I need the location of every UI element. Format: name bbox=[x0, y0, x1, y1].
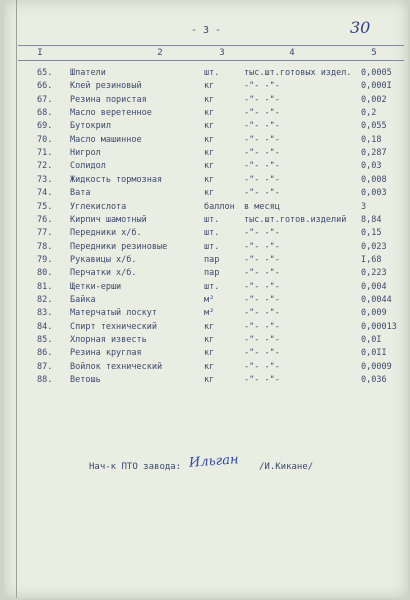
row-number: 88. bbox=[37, 375, 53, 386]
norm-value: 0,009 bbox=[361, 308, 387, 319]
norm-basis: тыс.шт.готовых издел. bbox=[244, 68, 352, 78]
norm-basis: -"- -"- bbox=[244, 81, 280, 92]
archive-number: 30 bbox=[350, 18, 371, 37]
handwritten-signature: Ильган bbox=[188, 452, 240, 471]
unit-of-measure: шт. bbox=[204, 214, 220, 225]
norm-value: 0,004 bbox=[361, 281, 387, 292]
document-page bbox=[4, 0, 408, 598]
table-row bbox=[4, 214, 408, 227]
norm-basis: -"- -"- bbox=[244, 121, 280, 132]
material-name: Резина пористая bbox=[70, 94, 147, 105]
norm-value: 0,223 bbox=[361, 268, 387, 279]
norm-basis: -"- -"- bbox=[244, 148, 280, 159]
unit-of-measure: кг bbox=[204, 94, 215, 105]
norm-basis: -"- -"- bbox=[244, 108, 280, 119]
unit-of-measure: кг bbox=[204, 335, 215, 345]
unit-of-measure: кг bbox=[204, 348, 215, 359]
norm-basis: в месяц bbox=[244, 201, 280, 212]
unit-of-measure: кг bbox=[204, 148, 215, 159]
footer-title: Нач-к ПТО завода: bbox=[89, 462, 182, 472]
norm-basis: -"- -"- bbox=[244, 321, 280, 332]
norm-basis: -"- -"- bbox=[244, 228, 280, 239]
row-number: 73. bbox=[37, 174, 53, 185]
norm-value: 0,15 bbox=[361, 228, 382, 239]
material-name: Масло веретенное bbox=[70, 108, 152, 119]
table-row bbox=[4, 321, 408, 334]
table-row bbox=[4, 174, 408, 187]
norm-value: 0,0I bbox=[361, 335, 382, 345]
unit-of-measure: м² bbox=[204, 294, 215, 305]
header-col-3: 3 bbox=[219, 48, 225, 58]
norm-value: 0,000I bbox=[361, 81, 392, 92]
table-row bbox=[4, 361, 408, 374]
header-col-4: 4 bbox=[289, 48, 295, 58]
material-name: Щетки-ерши bbox=[70, 281, 122, 292]
norm-value: 0,287 bbox=[361, 148, 387, 159]
signature-block bbox=[89, 452, 314, 472]
table-row bbox=[4, 67, 408, 80]
unit-of-measure: шт. bbox=[204, 241, 220, 252]
table-row bbox=[4, 374, 408, 387]
norm-value: 0,0009 bbox=[361, 361, 392, 372]
norm-value: 0,00013 bbox=[361, 321, 397, 332]
row-number: 69. bbox=[37, 121, 53, 132]
unit-of-measure: м² bbox=[204, 308, 215, 319]
row-number: 79. bbox=[37, 254, 53, 265]
page-number: - 3 - bbox=[190, 25, 222, 36]
norm-value: 0,2 bbox=[361, 108, 377, 119]
row-number: 70. bbox=[37, 134, 53, 145]
material-name: Байка bbox=[70, 294, 96, 305]
row-number: 75. bbox=[37, 201, 53, 212]
material-name: Нигрол bbox=[70, 148, 101, 159]
row-number: 80. bbox=[37, 268, 53, 279]
norm-basis: -"- -"- bbox=[244, 335, 280, 345]
row-number: 68. bbox=[37, 108, 53, 119]
header-col-5: 5 bbox=[371, 48, 377, 58]
material-name: Масло машинное bbox=[70, 134, 142, 145]
unit-of-measure: кг bbox=[204, 121, 215, 132]
norm-basis: -"- -"- bbox=[244, 241, 280, 252]
table-row bbox=[4, 120, 408, 133]
norm-value: 3 bbox=[361, 201, 367, 212]
unit-of-measure: пар bbox=[204, 254, 220, 265]
norm-value: 0,055 bbox=[361, 121, 387, 132]
norm-value: 0,003 bbox=[361, 188, 387, 199]
material-name: Спирт технический bbox=[70, 321, 157, 332]
unit-of-measure: шт. bbox=[204, 281, 220, 292]
table-row bbox=[4, 347, 408, 360]
material-name: Солидол bbox=[70, 161, 106, 172]
unit-of-measure: кг bbox=[204, 108, 215, 119]
header-col-1: I bbox=[37, 48, 43, 58]
row-number: 65. bbox=[37, 68, 53, 78]
unit-of-measure: баллон bbox=[204, 201, 235, 212]
unit-of-measure: пар bbox=[204, 268, 220, 279]
unit-of-measure: шт. bbox=[204, 68, 220, 78]
row-number: 66. bbox=[37, 81, 53, 92]
row-number: 71. bbox=[37, 148, 53, 159]
row-number: 85. bbox=[37, 335, 53, 345]
row-number: 83. bbox=[37, 308, 53, 319]
table-row bbox=[4, 241, 408, 254]
norm-basis: -"- -"- bbox=[244, 348, 280, 359]
norm-basis: тыс.шт.готов.изделий bbox=[244, 214, 347, 225]
unit-of-measure: кг bbox=[204, 81, 215, 92]
unit-of-measure: кг bbox=[204, 161, 215, 172]
material-name: Передники х/б. bbox=[70, 228, 142, 239]
table-row bbox=[4, 107, 408, 120]
row-number: 77. bbox=[37, 228, 53, 239]
unit-of-measure: кг bbox=[204, 321, 215, 332]
norm-value: 0,036 bbox=[361, 375, 387, 386]
norm-basis: -"- -"- bbox=[244, 174, 280, 185]
table-row bbox=[4, 294, 408, 307]
table-row bbox=[4, 227, 408, 240]
table-row bbox=[4, 281, 408, 294]
table-row bbox=[4, 94, 408, 107]
norm-basis: -"- -"- bbox=[244, 134, 280, 145]
norm-basis: -"- -"- bbox=[244, 94, 280, 105]
norm-basis: -"- -"- bbox=[244, 375, 280, 386]
norm-value: 8,84 bbox=[361, 214, 382, 225]
table-row bbox=[4, 254, 408, 267]
table-row bbox=[4, 334, 408, 347]
norm-value: 0,0005 bbox=[361, 68, 392, 78]
norm-value: 0,0044 bbox=[361, 294, 392, 305]
norm-value: 0,002 bbox=[361, 94, 387, 105]
material-name: Бутокрил bbox=[70, 121, 111, 132]
unit-of-measure: кг bbox=[204, 174, 215, 185]
norm-value: 0,0II bbox=[361, 348, 387, 359]
norm-basis: -"- -"- bbox=[244, 254, 280, 265]
signer-name: /И.Кикане/ bbox=[259, 462, 314, 472]
material-name: Клей резиновый bbox=[70, 81, 142, 92]
row-number: 76. bbox=[37, 214, 53, 225]
table-row bbox=[4, 80, 408, 93]
material-name: Матерчатый лоскут bbox=[70, 308, 157, 319]
table-row bbox=[4, 147, 408, 160]
row-number: 87. bbox=[37, 361, 53, 372]
table-row bbox=[4, 187, 408, 200]
material-name: Углекислота bbox=[70, 201, 127, 212]
header-col-2: 2 bbox=[157, 48, 163, 58]
unit-of-measure: кг bbox=[204, 375, 215, 386]
material-name: Ветошь bbox=[70, 375, 101, 386]
table-row bbox=[4, 160, 408, 173]
material-name: Хлорная известь bbox=[70, 335, 147, 345]
norm-basis: -"- -"- bbox=[244, 281, 280, 292]
row-number: 81. bbox=[37, 281, 53, 292]
norm-basis: -"- -"- bbox=[244, 361, 280, 372]
material-name: Передники резиновые bbox=[70, 241, 168, 252]
header-bottom-rule bbox=[18, 60, 404, 61]
unit-of-measure: кг bbox=[204, 188, 215, 199]
material-name: Жидкость тормозная bbox=[70, 174, 163, 185]
material-name: Шпатели bbox=[70, 68, 106, 78]
material-name: Резина круглая bbox=[70, 348, 142, 359]
norm-value: 0,023 bbox=[361, 241, 387, 252]
norm-value: 0,18 bbox=[361, 134, 382, 145]
row-number: 84. bbox=[37, 321, 53, 332]
norm-basis: -"- -"- bbox=[244, 188, 280, 199]
norm-basis: -"- -"- bbox=[244, 308, 280, 319]
material-name: Войлок технический bbox=[70, 361, 163, 372]
row-number: 72. bbox=[37, 161, 53, 172]
unit-of-measure: кг bbox=[204, 361, 215, 372]
material-name: Рукавицы х/б. bbox=[70, 254, 137, 265]
norm-basis: -"- -"- bbox=[244, 268, 280, 279]
norm-value: I,68 bbox=[361, 254, 382, 265]
norm-value: 0,03 bbox=[361, 161, 382, 172]
material-name: Перчатки х/б. bbox=[70, 268, 137, 279]
norm-basis: -"- -"- bbox=[244, 161, 280, 172]
header-top-rule bbox=[18, 45, 404, 46]
table-row bbox=[4, 267, 408, 280]
table-row bbox=[4, 307, 408, 320]
material-name: Вата bbox=[70, 188, 91, 199]
norm-value: 0,008 bbox=[361, 174, 387, 185]
row-number: 82. bbox=[37, 294, 53, 305]
unit-of-measure: шт. bbox=[204, 228, 220, 239]
table-row bbox=[4, 134, 408, 147]
row-number: 78. bbox=[37, 241, 53, 252]
table-row bbox=[4, 201, 408, 214]
unit-of-measure: кг bbox=[204, 134, 215, 145]
norm-basis: -"- -"- bbox=[244, 294, 280, 305]
material-name: Кирпич шамотный bbox=[70, 214, 147, 225]
row-number: 74. bbox=[37, 188, 53, 199]
row-number: 67. bbox=[37, 94, 53, 105]
row-number: 86. bbox=[37, 348, 53, 359]
